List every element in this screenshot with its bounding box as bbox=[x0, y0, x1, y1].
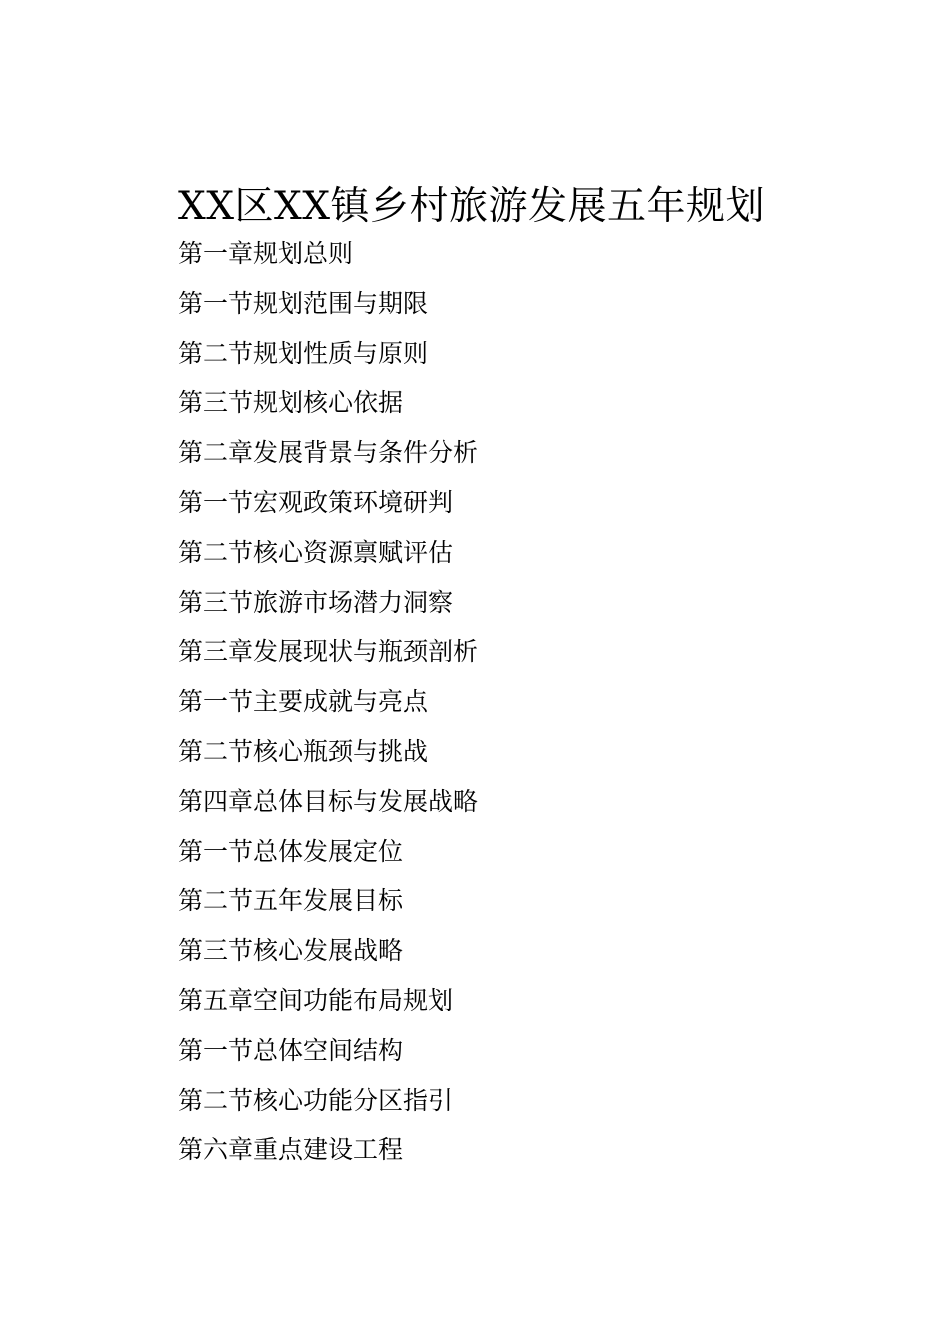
toc-section-2-2: 第二节核心资源禀赋评估 bbox=[178, 537, 454, 567]
toc-section-5-2: 第二节核心功能分区指引 bbox=[178, 1085, 454, 1115]
toc-chapter-1: 第一章规划总则 bbox=[178, 239, 354, 268]
toc-section-5-1: 第一节总体空间结构 bbox=[178, 1035, 404, 1065]
toc-chapter-3: 第三章发展现状与瓶颈剖析 bbox=[178, 637, 479, 667]
toc-chapter-2: 第二章发展背景与条件分析 bbox=[178, 438, 479, 468]
toc-section-1-1: 第一节规划范围与期限 bbox=[178, 288, 429, 318]
toc-section-4-1: 第一节总体发展定位 bbox=[178, 836, 404, 866]
toc-section-1-2: 第二节规划性质与原则 bbox=[178, 338, 429, 368]
toc-chapter-5: 第五章空间功能布局规划 bbox=[178, 985, 454, 1015]
table-of-contents bbox=[178, 229, 478, 1175]
toc-chapter-6: 第六章重点建设工程 bbox=[178, 1135, 404, 1165]
toc-section-4-2: 第二节五年发展目标 bbox=[178, 886, 404, 916]
document-title: XX区XX镇乡村旅游发展五年规划 bbox=[178, 184, 766, 229]
toc-section-2-1: 第一节宏观政策环境研判 bbox=[178, 487, 454, 517]
toc-chapter-4: 第四章总体目标与发展战略 bbox=[178, 786, 479, 816]
toc-section-2-3: 第三节旅游市场潜力洞察 bbox=[178, 587, 454, 617]
toc-section-4-3: 第三节核心发展战略 bbox=[178, 936, 404, 966]
toc-section-1-3: 第三节规划核心依据 bbox=[178, 388, 404, 418]
toc-section-3-2: 第二节核心瓶颈与挑战 bbox=[178, 736, 429, 766]
toc-section-3-1: 第一节主要成就与亮点 bbox=[178, 687, 429, 717]
